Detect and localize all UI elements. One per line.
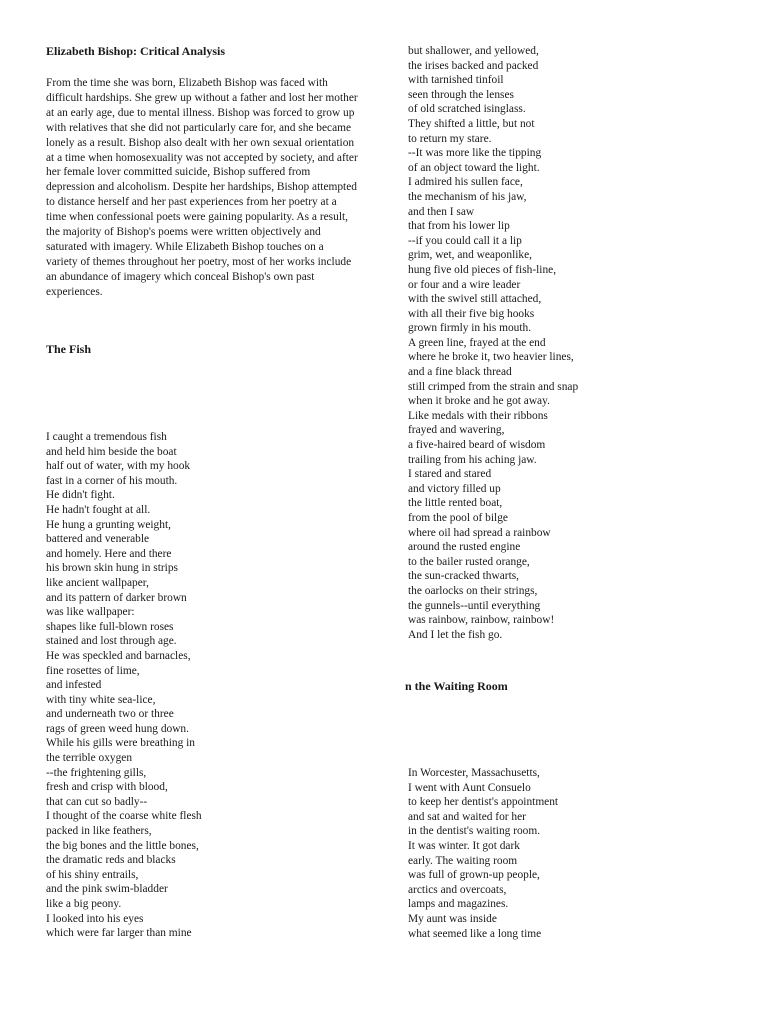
poem-line: the little rented boat, [408, 497, 503, 510]
poem-line: with tarnished tinfoil [408, 74, 504, 87]
waiting-room-poem-heading: n the Waiting Room [405, 679, 508, 693]
poem-line: hung five old pieces of fish-line, [408, 263, 557, 276]
poem-line: lamps and magazines. [408, 898, 509, 911]
poem-line: --the frightening gills, [46, 766, 147, 779]
poem-line: or four and a wire leader [408, 278, 521, 291]
poem-line: and then I saw [408, 205, 475, 218]
poem-line: was like wallpaper: [46, 606, 135, 619]
poem-line: where he broke it, two heavier lines, [408, 351, 574, 364]
poem-line: frayed and wavering, [408, 424, 505, 437]
poem-line: the big bones and the little bones, [46, 839, 199, 852]
poem-line: which were far larger than mine [46, 927, 192, 940]
poem-line: around the rusted engine [408, 541, 521, 554]
poem-line: the oarlocks on their strings, [408, 584, 538, 597]
poem-line: half out of water, with my hook [46, 460, 191, 473]
poem-line: --It was more like the tipping [408, 147, 542, 160]
poem-line: seen through the lenses [408, 88, 514, 101]
poem-line: the terrible oxygen [46, 752, 133, 765]
poem-line: but shallower, and yellowed, [408, 45, 539, 57]
fish-poem-part-2 [408, 44, 578, 642]
poem-line: I admired his sullen face, [408, 176, 523, 189]
poem-line: was rainbow, rainbow, rainbow! [408, 614, 555, 627]
poem-line: trailing from his aching jaw. [408, 453, 537, 466]
poem-line: It was winter. It got dark [408, 839, 520, 852]
poem-line: that can cut so badly-- [46, 795, 148, 808]
waiting-room-poem [408, 766, 558, 941]
poem-line: the mechanism of his jaw, [408, 190, 527, 203]
poem-line: grim, wet, and weaponlike, [408, 249, 532, 262]
poem-line: of an object toward the light. [408, 161, 540, 174]
poem-line: and the pink swim-bladder [46, 883, 168, 896]
poem-line: In Worcester, Massachusetts, [408, 767, 540, 779]
poem-line: of his shiny entrails, [46, 868, 139, 881]
poem-line: with tiny white sea-lice, [46, 693, 156, 706]
poem-line: While his gills were breathing in [46, 737, 195, 750]
poem-line: like ancient wallpaper, [46, 576, 149, 589]
poem-line: fast in a corner of his mouth. [46, 474, 178, 487]
poem-line: I stared and stared [408, 468, 492, 481]
poem-line: when it broke and he got away. [408, 395, 550, 408]
poem-line: shapes like full-blown roses [46, 620, 174, 633]
poem-line: I went with Aunt Consuelo [408, 781, 531, 794]
poem-line: stained and lost through age. [46, 635, 177, 648]
poem-line: where oil had spread a rainbow [408, 526, 551, 539]
document-title: Elizabeth Bishop: Critical Analysis [46, 44, 226, 58]
poem-line: He was speckled and barnacles, [46, 649, 191, 662]
poem-line: still crimped from the strain and snap [408, 380, 579, 393]
poem-line: like a big peony. [46, 898, 122, 910]
poem-line: to return my stare. [408, 132, 492, 145]
poem-line: Like medals with their ribbons [408, 409, 548, 422]
poem-line: with the swivel still attached, [408, 293, 542, 306]
poem-line: My aunt was inside [408, 912, 497, 925]
poem-line: packed in like feathers, [46, 825, 152, 838]
poem-line: and infested [46, 679, 102, 692]
poem-line: what seemed like a long time [408, 927, 542, 940]
intro-paragraph: From the time she was born, Elizabeth Bishop was faced with difficult hardships. She grew up without a father and lost her mother at an early age, due to mental illness. Bishop was forced to grow up with relatives that she did not particularly care for, and she became lonely as a result. Bishop also dealt with her own sexual orientation at a time when homosexuality was not accepted by society, and after her female lover committed suicide, Bishop suffered from depression and alcoholism. Despite her hardships, Bishop attempted to distance herself and her past experiences from her poetry at a time when confessional poets were gaining popularity. As a result, the majority of Bishop's poems were written objectively and saturated with imagery. While Elizabeth Bishop touches on a variety of themes throughout her poetry, most of her works include an abundance of imagery which conceal Bishop's own past experiences. [46, 77, 358, 298]
poem-line: the irises backed and packed [408, 59, 539, 72]
poem-line: of old scratched isinglass. [408, 103, 526, 116]
poem-line: And I let the fish go. [408, 628, 503, 641]
poem-line: grown firmly in his mouth. [408, 322, 532, 335]
poem-line: with all their five big hooks [408, 307, 535, 320]
poem-line: He didn't fight. [46, 489, 115, 502]
poem-line: early. The waiting room [408, 854, 518, 867]
poem-line: from the pool of bilge [408, 512, 508, 524]
poem-line: He hadn't fought at all. [46, 503, 151, 516]
poem-line: his brown skin hung in strips [46, 562, 178, 575]
poem-line: fine rosettes of lime, [46, 664, 140, 677]
poem-line: and held him beside the boat [46, 445, 177, 458]
poem-line: the sun-cracked thwarts, [408, 570, 520, 583]
poem-line: He hung a grunting weight, [46, 518, 171, 531]
poem-line: and victory filled up [408, 482, 501, 495]
poem-line: I thought of the coarse white flesh [46, 810, 202, 823]
poem-line: and its pattern of darker brown [46, 591, 187, 604]
poem-line: and homely. Here and there [46, 547, 172, 560]
poem-line: the gunnels--until everything [408, 599, 541, 612]
poem-line: I looked into his eyes [46, 912, 144, 925]
poem-line: was full of grown-up people, [408, 869, 540, 882]
poem-line: battered and venerable [46, 533, 150, 546]
poem-line: fresh and crisp with blood, [46, 781, 168, 794]
poem-line: --if you could call it a lip [408, 234, 522, 247]
poem-line: and a fine black thread [408, 366, 512, 379]
poem-line: that from his lower lip [408, 220, 510, 233]
poem-line: They shifted a little, but not [408, 117, 535, 130]
fish-poem-heading: The Fish [46, 342, 92, 356]
poem-line: and sat and waited for her [408, 810, 526, 823]
poem-line: rags of green weed hung down. [46, 722, 189, 735]
poem-line: the dramatic reds and blacks [46, 854, 176, 867]
poem-line: A green line, frayed at the end [408, 336, 546, 349]
poem-line: in the dentist's waiting room. [408, 825, 541, 838]
poem-line: to the bailer rusted orange, [408, 555, 530, 568]
poem-line: to keep her dentist's appointment [408, 796, 559, 809]
poem-line: and underneath two or three [46, 708, 174, 721]
poem-line: I caught a tremendous fish [46, 431, 167, 443]
poem-line: a five-haired beard of wisdom [408, 439, 546, 452]
poem-line: arctics and overcoats, [408, 883, 507, 896]
fish-poem-part-1 [46, 430, 202, 941]
